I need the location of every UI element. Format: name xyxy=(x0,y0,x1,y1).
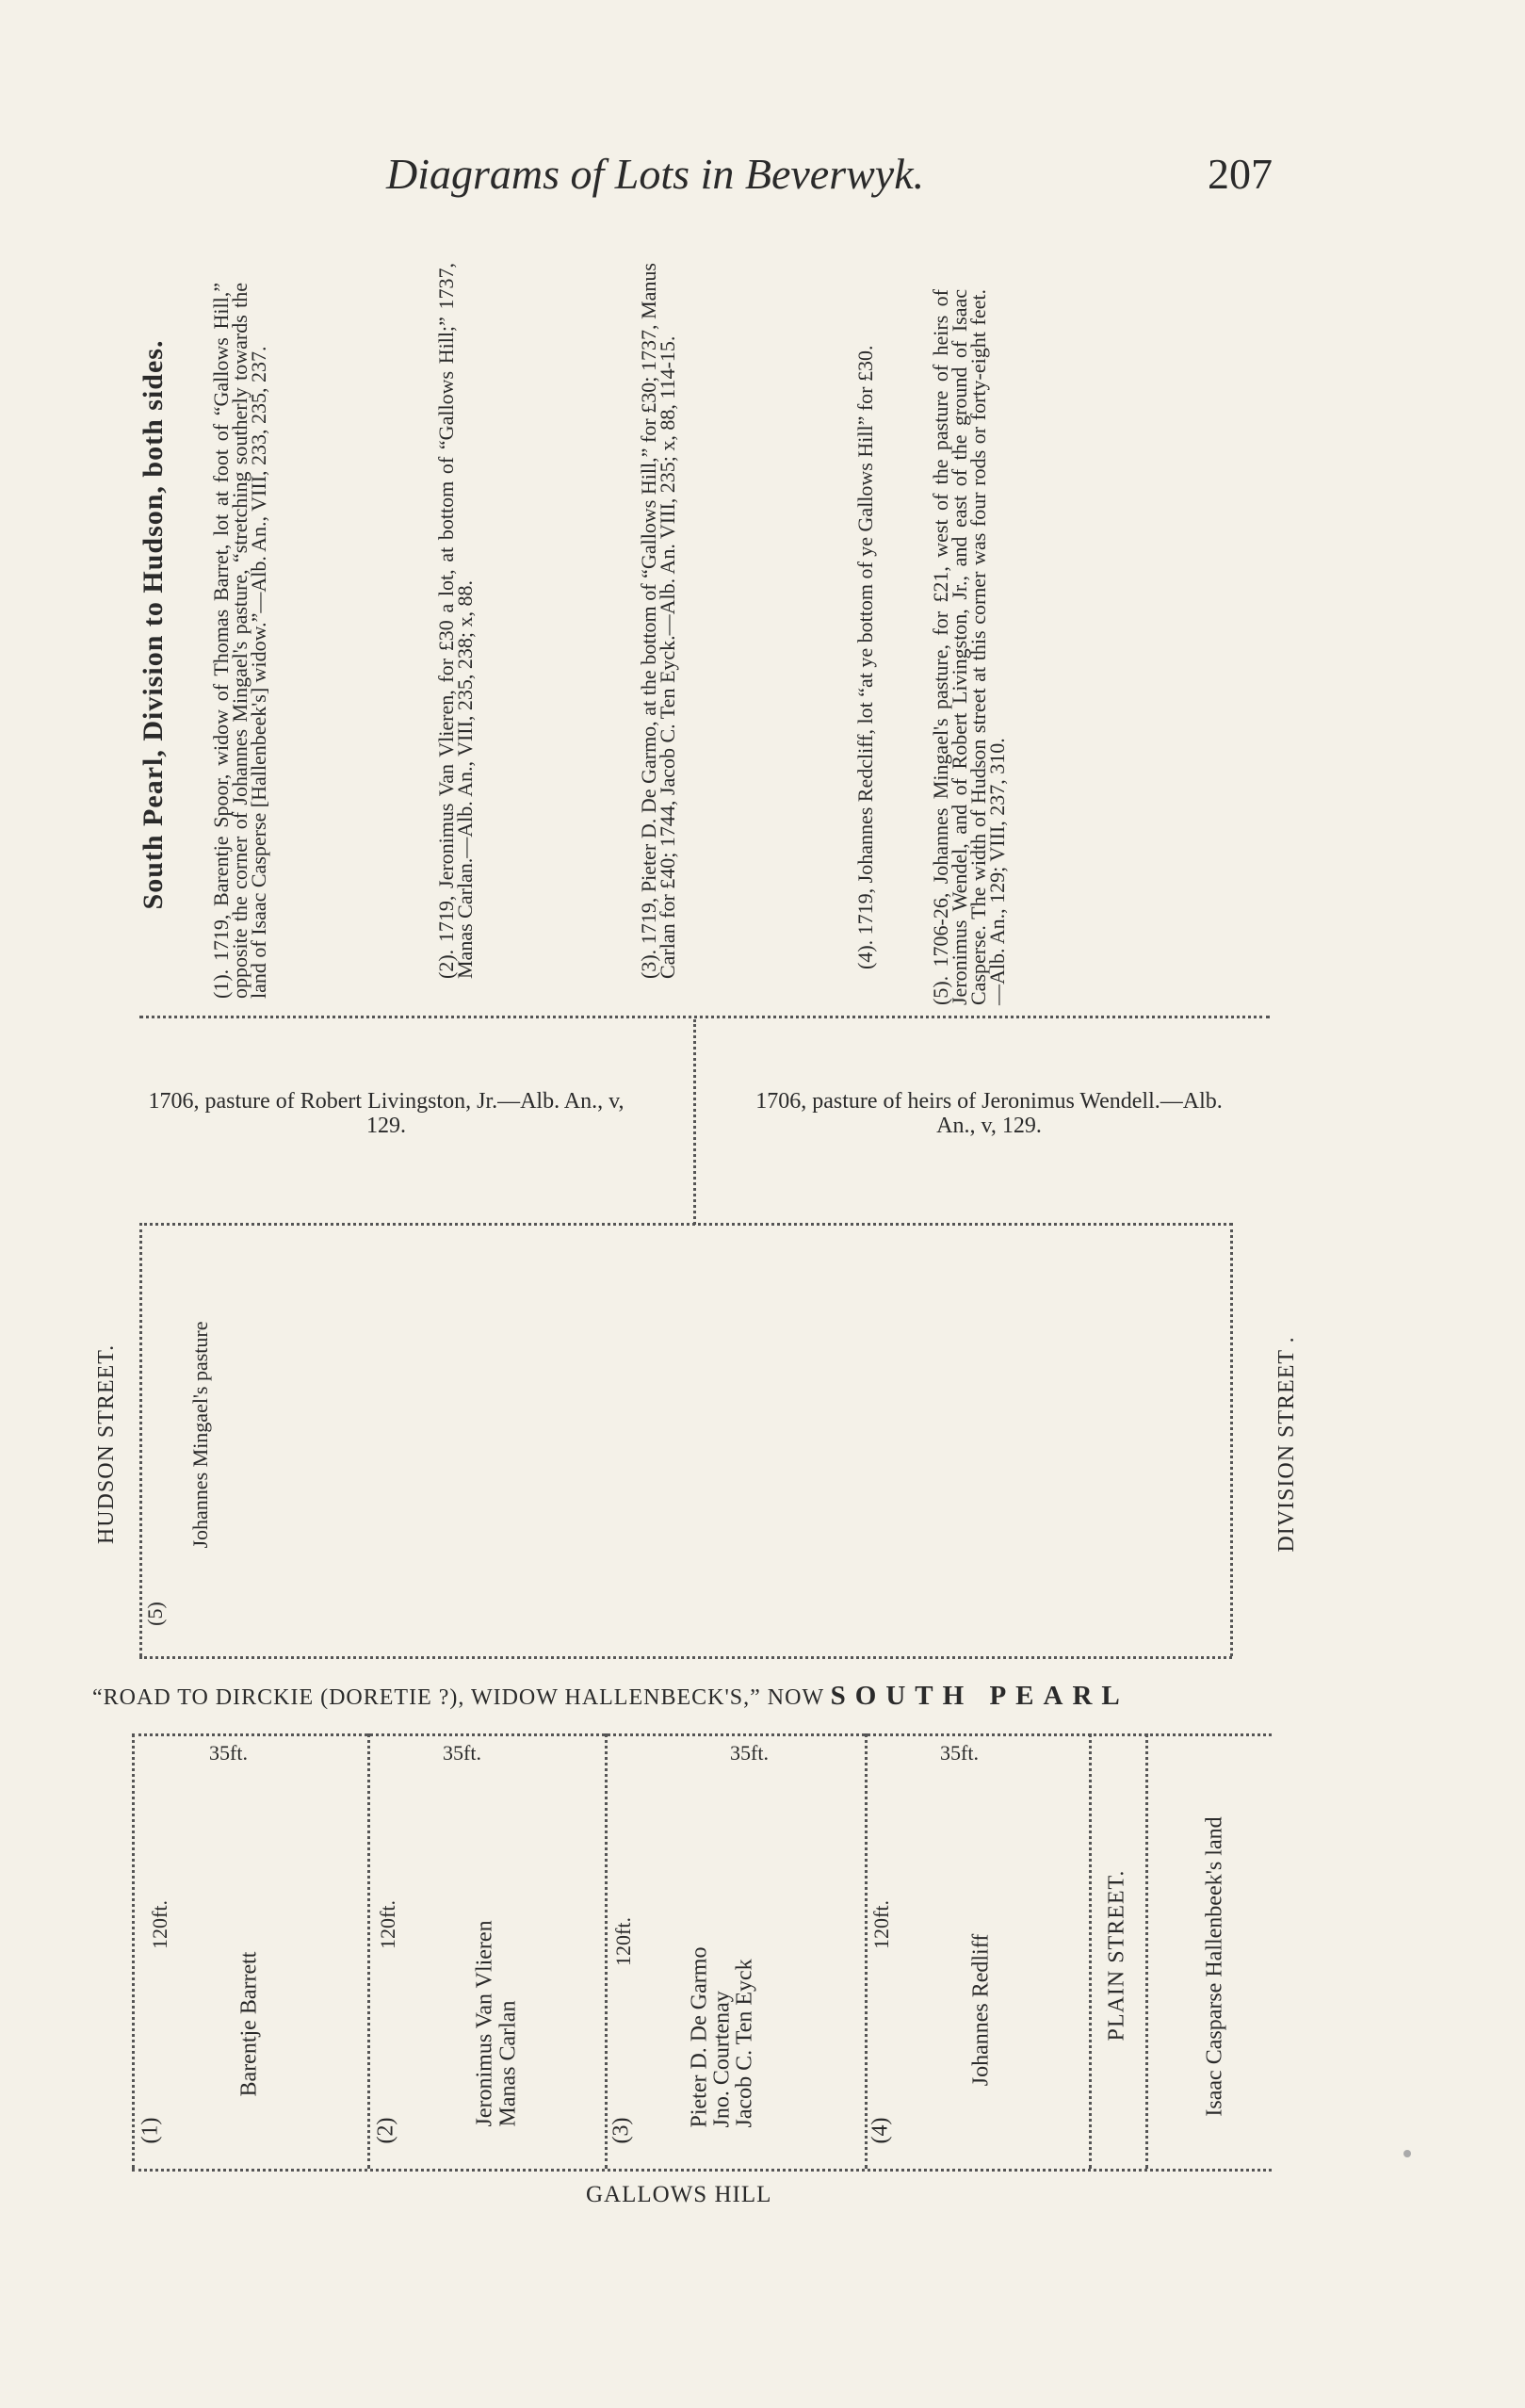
section-title: South Pearl, Division to Hudson, both sides. xyxy=(138,339,169,910)
page-title: Diagrams of Lots in Beverwyk. xyxy=(386,150,925,198)
lot-3-owner-2: Jno. Courtenay xyxy=(709,1991,735,2128)
lot-4-depth: 120ft. xyxy=(869,1900,893,1949)
lot-3-depth: 120ft. xyxy=(611,1917,635,1966)
lots-top xyxy=(132,1733,1272,1736)
lot-divider-2 xyxy=(605,1733,608,2169)
lots-bottom xyxy=(132,2169,1272,2172)
lot-1-width: 35ft. xyxy=(209,1741,248,1765)
note-2: (2). 1719, Jeronimus Van Vlieren, for £30 a lot, at bottom of “Gallows Hill;” 1737, Manas Carlan.—Alb. An., VIII, 235, 238; x, 88. xyxy=(434,263,477,979)
pasture-divider xyxy=(693,1019,696,1225)
lot-4-owner: Johannes Redliff xyxy=(968,1933,994,2087)
lot-3-number: (3) xyxy=(608,2117,634,2144)
lot-divider-0 xyxy=(132,1733,135,2169)
gallows-hill-label: GALLOWS HILL xyxy=(586,2182,772,2207)
lot-2-depth: 120ft. xyxy=(376,1900,399,1949)
plain-street-label: PLAIN STREET. xyxy=(1104,1869,1129,2042)
block5-label: Johannes Mingael's pasture xyxy=(188,1321,212,1549)
divider-top xyxy=(139,1016,1270,1018)
lot-divider-5 xyxy=(1145,1733,1148,2169)
isaac-land-label: Isaac Casparse Hallenbeek's land xyxy=(1202,1816,1227,2117)
note-1: (1). 1719, Barentje Spoor, widow of Thomas Barret, lot at foot of “Gallows Hill,” opposite the corner of Johannes Mingael's pasture, “stretching southerly towards the land of Isaac Casperse [Hallenbeek's] widow.”—Alb. An., VIII, 233, 235, 237. xyxy=(209,283,270,999)
lot-divider-3 xyxy=(865,1733,868,2169)
road-prefix: “ROAD TO DIRCKIE (DORETIE ?), WIDOW HALLENBECK'S,” NOW xyxy=(92,1685,824,1710)
block5-left xyxy=(139,1223,142,1656)
lot-3-owner-1: Pieter D. De Garmo xyxy=(687,1946,712,2128)
lot-3-owner-3: Jacob C. Ten Eyck xyxy=(732,1959,757,2128)
hudson-street-label: HUDSON STREET. xyxy=(94,1343,119,1545)
lot-4-width: 35ft. xyxy=(940,1741,979,1765)
pasture-livingston: 1706, pasture of Robert Livingston, Jr.—Alb. An., v, 129. xyxy=(148,1089,625,1138)
note-5: (5). 1706-26, Johannes Mingael's pasture, for £21, west of the pasture of heirs of Jeronimus Wendel, and of Robert Livingston, Jr., and east of the ground of Isaac Casperse. The width of Hudson street at this corner was four rods or forty-eight feet.—Alb. An., 129; VIII, 237, 310. xyxy=(929,289,1009,1005)
note-4: (4). 1719, Johannes Redcliff, lot “at ye bottom of ye Gallows Hill” for £30. xyxy=(853,345,877,969)
lot-2-owner-2: Manas Carlan xyxy=(495,2000,521,2127)
lot-1-depth: 120ft. xyxy=(148,1900,171,1949)
lot-divider-1 xyxy=(367,1733,370,2169)
pasture-wendell: 1706, pasture of heirs of Jeronimus Wendell.—Alb. An., v, 129. xyxy=(755,1089,1223,1138)
block5-number: (5) xyxy=(143,1602,167,1626)
lot-1-number: (1) xyxy=(138,2117,163,2144)
lot-1-owner: Barentje Barrett xyxy=(236,1951,262,2097)
lot-2-owner-1: Jeronimus Van Vlieren xyxy=(472,1920,497,2127)
ink-dot xyxy=(1403,2150,1411,2157)
note-3: (3). 1719, Pieter D. De Garmo, at the bottom of “Gallows Hill,” for £30; 1737, Manus Carlan for £40; 1744, Jacob C. Ten Eyck.—Alb. An. VIII, 235; x, 88, 114-15. xyxy=(637,263,679,979)
lot-2-number: (2) xyxy=(373,2117,398,2144)
block5-bottom xyxy=(139,1656,1232,1659)
south-pearl-label: SOUTH PEARL xyxy=(830,1681,1129,1711)
lot-2-width: 35ft. xyxy=(443,1741,481,1765)
lot-divider-4 xyxy=(1089,1733,1092,2169)
division-street-label: DIVISION STREET . xyxy=(1274,1336,1299,1553)
block5-top xyxy=(139,1223,1232,1226)
lot-4-number: (4) xyxy=(868,2117,893,2144)
page-number: 207 xyxy=(1208,150,1273,198)
road-name xyxy=(92,1681,1129,1712)
lot-3-width: 35ft. xyxy=(730,1741,769,1765)
block5-right xyxy=(1230,1223,1233,1656)
